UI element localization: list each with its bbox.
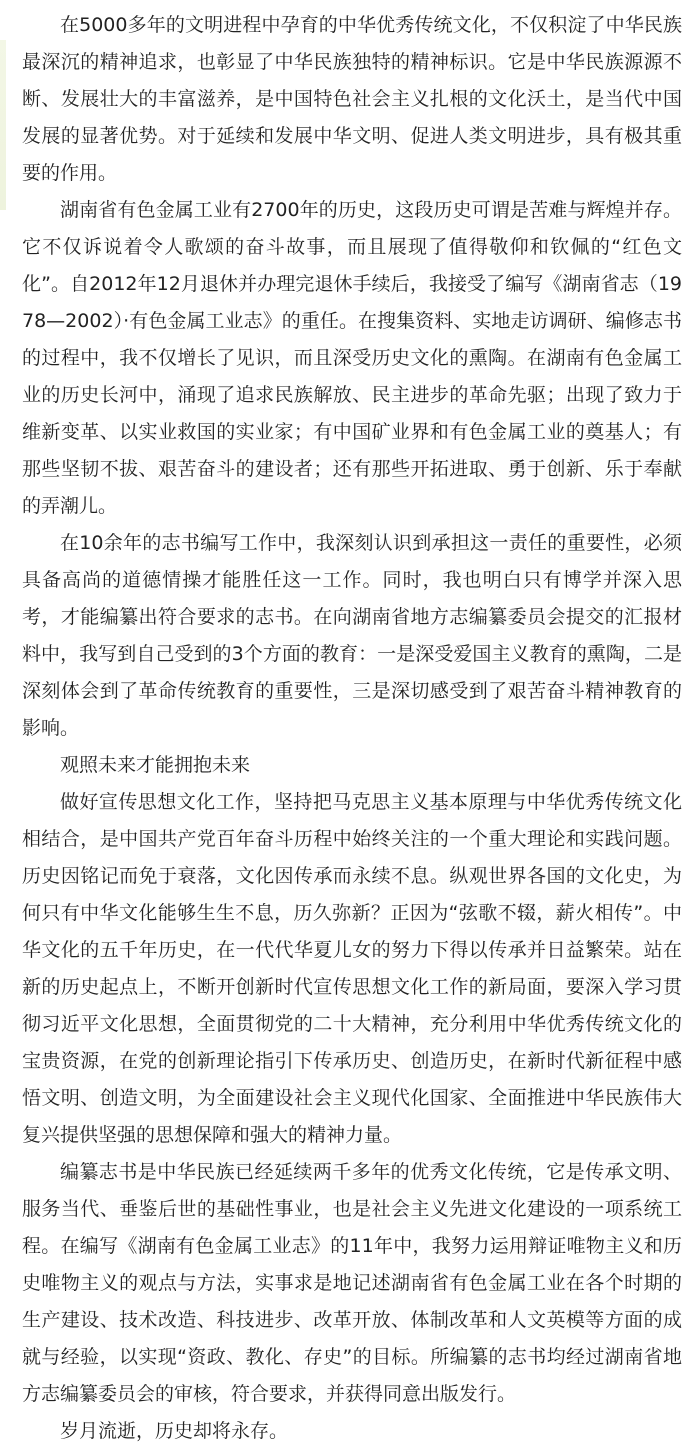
paragraph-2: 湖南省有色金属工业有2700年的历史，这段历史可谓是苦难与辉煌并存。它不仅诉说着令人歌颂的奋斗故事，而且展现了值得敬仰和钦佩的“红色文化”。自2012年12月退休并办理完退休手续后，我接受了编写《湖南省志（1978—2002）·有色金属工业志》的重任。在搜集资料、实地走访调研、编修志书的过程中，我不仅增长了见识，而且深受历史文化的熏陶。在湖南有色金属工业的历史长河中，涌现了追求民族解放、民主进步的革命先驱；出现了致力于维新变革、以实业救国的实业家；有中国矿业界和有色金属工业的奠基人；有那些坚韧不拔、艰苦奋斗的建设者；还有那些开拓进取、勇于创新、乐于奉献的弄潮儿。 [22, 199, 682, 517]
paragraph-4: 做好宣传思想文化工作，坚持把马克思主义基本原理与中华优秀传统文化相结合，是中国共产党百年奋斗历程中始终关注的一个重大理论和实践问题。历史因铭记而免于衰落，文化因传承而永续不息。纵观世界各国的文化史，为何只有中华文化能够生生不息，历久弥新？正因为“弦歌不辍，薪火相传”。中华文化的五千年历史，在一代代华夏儿女的努力下得以传承并日益繁荣。站在新的历史起点上，不断开创新时代宣传思想文化工作的新局面，要深入学习贯彻习近平文化思想，全面贯彻党的二十大精神，充分利用中华优秀传统文化的宝贵资源，在党的创新理论指引下传承历史、创造历史，在新时代新征程中感悟文明、创造文明，为全面建设社会主义现代化国家、全面推进中华民族伟大复兴提供坚强的思想保障和强大的精神力量。 [22, 791, 682, 1146]
paragraph-1: 在5000多年的文明进程中孕育的中华优秀传统文化，不仅积淀了中华民族最深沉的精神追求，也彰显了中华民族独特的精神标识。它是中华民族源源不断、发展壮大的丰富滋养，是中国特色社会主义扎根的文化沃土，是当代中国发展的显著优势。对于延续和发展中华文明、促进人类文明进步，具有极其重要的作用。 [22, 14, 682, 184]
paragraph-6: 岁月流逝，历史却将永存。 [60, 1420, 289, 1442]
section-heading: 观照未来才能拥抱未来 [60, 754, 251, 776]
paragraph-5: 编纂志书是中华民族已经延续两千多年的优秀文化传统，它是传承文明、服务当代、垂鉴后世的基础性事业，也是社会主义先进文化建设的一项系统工程。在编写《湖南有色金属工业志》的11年中，我努力运用辩证唯物主义和历史唯物主义的观点与方法，实事求是地记述湖南省有色金属工业在各个时期的生产建设、技术改造、科技进步、改革开放、体制改革和人文英模等方面的成就与经验，以实现“资政、教化、存史”的目标。所编纂的志书均经过湖南省地方志编纂委员会的审核，符合要求，并获得同意出版发行。 [22, 1161, 682, 1405]
article-body [22, 0, 682, 1450]
paragraph-3: 在10余年的志书编写工作中，我深刻认识到承担这一责任的重要性，必须具备高尚的道德情操才能胜任这一工作。同时，我也明白只有博学并深入思考，才能编纂出符合要求的志书。在向湖南省地方志编纂委员会提交的汇报材料中，我写到自己受到的3个方面的教育：一是深受爱国主义教育的熏陶，二是深刻体会到了革命传统教育的重要性，三是深切感受到了艰苦奋斗精神教育的影响。 [22, 532, 682, 739]
page-edge-highlight [0, 40, 6, 210]
